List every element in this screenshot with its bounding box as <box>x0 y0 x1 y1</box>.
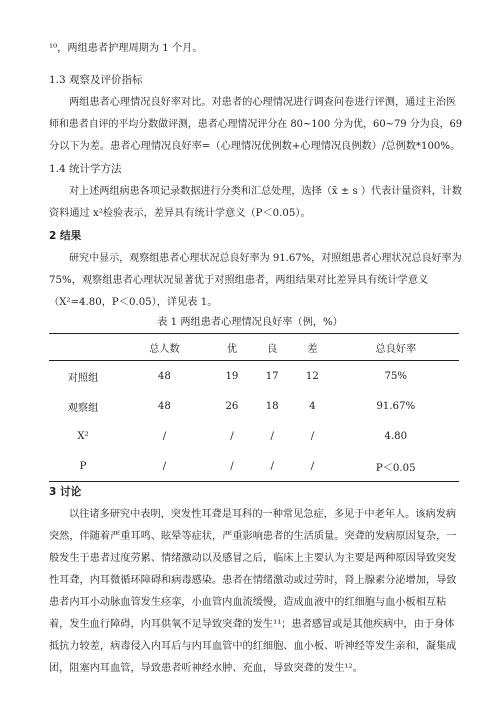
table-cell: / <box>162 430 167 442</box>
header-cell: 差 <box>307 343 318 355</box>
table-cell: P <box>79 460 87 472</box>
table-caption: 表 1 两组患者心理情况良好率（例，%） <box>157 317 343 328</box>
table-cell: P＜0.05 <box>375 462 416 474</box>
table-cell: 观察组 <box>67 402 99 414</box>
table-cell: / <box>162 460 167 472</box>
table-header-row <box>49 334 459 361</box>
paragraph-line: 抵抗力较差，病毒侵入内耳后与内耳血管中的红细胞、血小板、听神经等发生亲和，凝集成 <box>49 641 457 652</box>
header-cell <box>49 334 117 361</box>
table-cell: 91.67% <box>376 400 416 412</box>
table-row <box>49 451 459 482</box>
table-cell: 26 <box>225 400 239 412</box>
heading-1-4: 1.4 统计学方法 <box>49 163 122 175</box>
paragraph-line: 着，发生血行障碍，内耳供氧不足导致突聋的发生¹¹；患者感冒或是其他疾病中，由于身体 <box>49 619 455 630</box>
table-cell: / <box>230 460 234 472</box>
paragraph-line: 团，阻塞内耳血管，导致患者听神经水肿、充血，导致突聋的发生¹²。 <box>49 663 363 674</box>
paragraph-line: 师和患者自评的平均分数做评测，患者心理情况评分在 80~100 分为优，60~79 分为良，69 <box>49 119 463 130</box>
table-cell: 17 <box>265 370 279 382</box>
paragraph-line: 般发生于患者过度劳累、情绪激动以及感冒之后，临床上主要认为主要是两种原因导致突发 <box>49 553 457 564</box>
paragraph-line: 患者内耳小动脉血管发生痉挛，小血管内血流缓慢，造成血液中的红细胞与血小板相互粘 <box>49 597 447 608</box>
table-row <box>49 361 459 392</box>
table-cell: 48 <box>157 370 171 382</box>
paragraph-line: 分以下为差。患者心理情况良好率=（心理情况优例数+心理情况良例数）/总例数*100%。 <box>49 141 461 152</box>
paragraph-line: 研究中显示，观察组患者心理状况总良好率为 91.67%，对照组患者心理状况总良好率为 <box>69 253 462 264</box>
header-cell: 总良好率 <box>375 343 417 355</box>
table-cell: 4 <box>309 400 316 412</box>
table-cell: / <box>310 430 315 442</box>
paragraph-line: 对上述两组病患各项记录数据进行分类和汇总处理，选择（x̄ ± s ）代表计量资料，计数 <box>69 186 462 197</box>
table-row <box>49 391 459 421</box>
table-cell: 19 <box>225 370 239 382</box>
table-cell: X² <box>77 430 89 442</box>
paragraph-line: 资料通过 x²检验表示，差异具有统计学意义（P＜0.05）。 <box>49 208 311 219</box>
table-cell: / <box>270 430 274 442</box>
table-cell: 12 <box>305 370 319 382</box>
table-cell: / <box>270 460 274 472</box>
table-cell: 对照组 <box>67 372 99 384</box>
paragraph-line: 两组患者心理情况良好率对比。对患者的心理情况进行调查问卷进行评测，通过主治医 <box>69 97 457 108</box>
results-table <box>49 333 459 482</box>
table-cell: 4.80 <box>384 430 408 442</box>
table-cell: / <box>230 430 234 442</box>
header-cell: 良 <box>267 343 278 355</box>
paragraph-line: 75%，观察组患者心理状况显著优于对照组患者，两组结果对比差异具有统计学意义 <box>49 275 429 286</box>
table-cell: 48 <box>157 400 171 412</box>
paragraph-line: 以往诸多研究中表明，突发性耳聋是耳科的一种常见急症，多见于中老年人。该病发病 <box>69 509 457 520</box>
table-cell: / <box>310 460 315 472</box>
paragraph-line: 突然，伴随着严重耳鸣、眩晕等症状，严重影响患者的生活质量。突聋的发病原因复杂，一 <box>49 531 457 542</box>
table-row <box>49 421 459 451</box>
table-cell: 75% <box>384 370 408 382</box>
paragraph-line: （X²=4.80，P＜0.05），详见表 1。 <box>49 297 218 308</box>
heading-3-discussion: 3 讨论 <box>49 486 82 498</box>
table-cell: 18 <box>265 400 279 412</box>
header-cell: 总人数 <box>149 343 180 355</box>
intro-line: ¹⁰，两组患者护理周期为 1 个月。 <box>49 43 203 54</box>
header-cell: 优 <box>226 343 238 355</box>
heading-2-results: 2 结果 <box>49 230 82 242</box>
paragraph-line: 性耳聋，内耳微循环障碍和病毒感染。患者在情绪激动或过劳时，肾上腺素分泌增加，导致 <box>49 575 457 586</box>
heading-1-3: 1.3 观察及评价指标 <box>49 74 143 86</box>
